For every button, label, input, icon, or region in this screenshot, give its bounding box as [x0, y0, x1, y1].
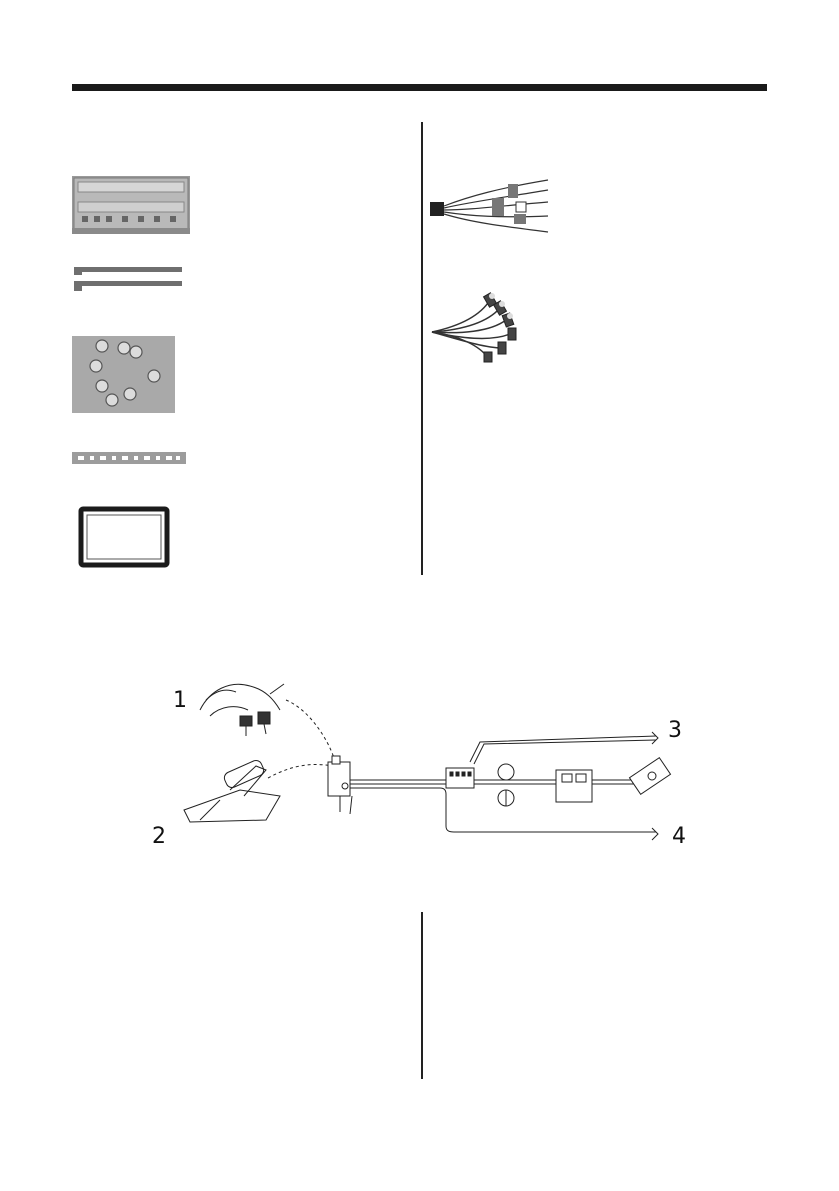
mounting-sleeve-icon: [72, 176, 190, 236]
parking-brake-wiring-diagram: [170, 670, 690, 850]
diagram-label-4: 4: [672, 824, 686, 849]
diagram-label-3: 3: [668, 718, 682, 743]
screws-icon: [72, 336, 175, 413]
parking-brake-icon: [184, 759, 280, 822]
rca-cable-icon: [430, 286, 526, 362]
header-rule: [72, 84, 767, 91]
wiring-connector-icon: [328, 756, 352, 814]
diagram-label-1: 1: [173, 688, 187, 713]
removal-keys-icon: [72, 265, 184, 293]
mounting-strap-icon: [72, 452, 186, 464]
diagram-label-2: 2: [152, 824, 166, 849]
trim-frame-icon: [78, 506, 170, 568]
column-divider-top: [421, 122, 423, 575]
hand-connector-illustration: [200, 684, 284, 736]
column-divider-bottom: [421, 912, 423, 1079]
power-harness-icon: [430, 176, 552, 236]
